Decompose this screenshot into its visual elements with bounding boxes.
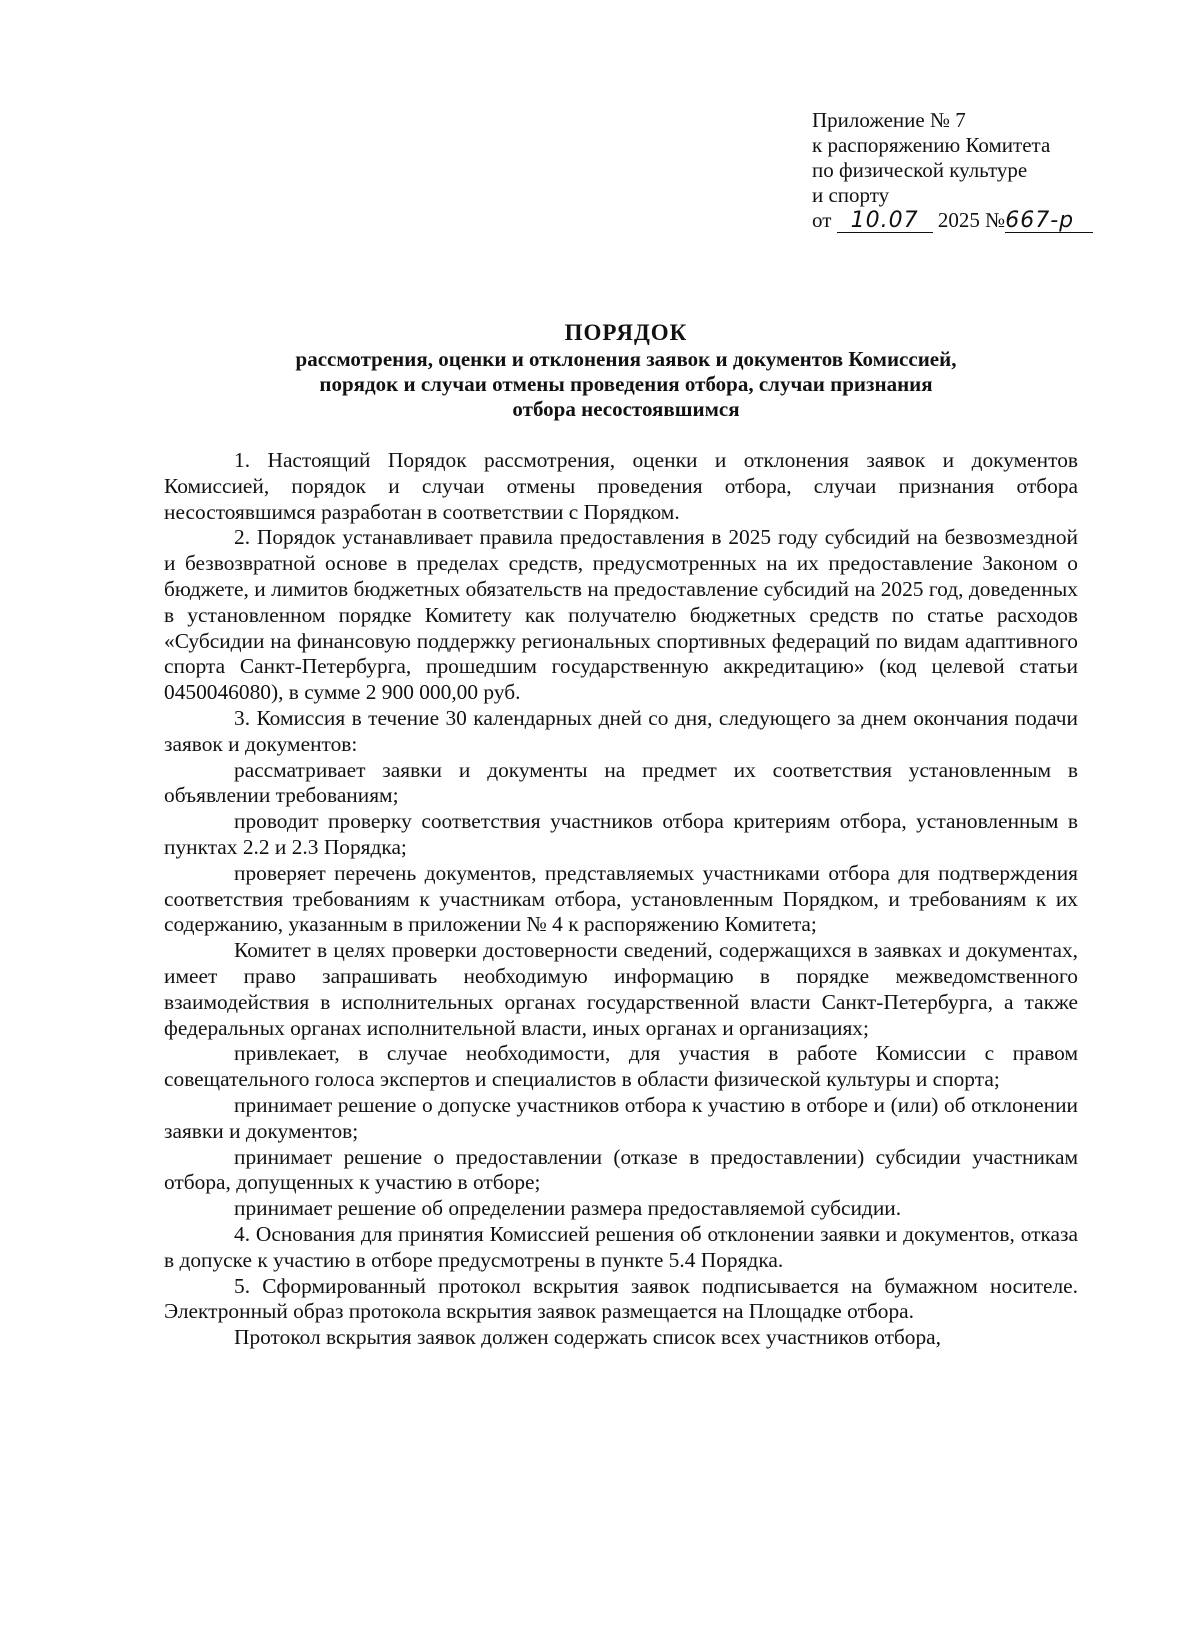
body-paragraph: 5. Сформированный протокол вскрытия заявок подписывается на бумажном носителе. Электронный образ протокола вскрытия заявок размещается на Площадке отбора. [164,1273,1078,1324]
annex-line-3: по физической культуре [812,158,1028,182]
body-paragraph: привлекает, в случае необходимости, для участия в работе Комиссии с правом совещательного голоса экспертов и специалистов в области физической культуры и спорта; [164,1041,1078,1092]
body-paragraph: 3. Комиссия в течение 30 календарных дней со дня, следующего за днем окончания подачи заявок и документов: [164,705,1078,756]
body-paragraph: рассматривает заявки и документы на предмет их соответствия установленным в объявлении требованиям; [164,757,1078,808]
annex-line-4: и спорту [812,183,890,207]
title-main: ПОРЯДОК [564,320,688,345]
annex-line-1: Приложение № 7 [812,108,966,132]
body-paragraph: принимает решение о предоставлении (отказе в предоставлении) субсидии участникам отбора, допущенных к участию в отборе; [164,1144,1078,1195]
body-paragraph: проверяет перечень документов, представляемых участниками отбора для подтверждения соответствия требованиям к участникам отбора, установленным Порядком, и требованиям к их содержанию, указанным в приложении № 4 к распоряжению Комитета; [164,860,1078,937]
title-subline-2: порядок и случаи отмены проведения отбора, случаи признания [319,372,933,396]
body-paragraph: принимает решение об определении размера предоставляемой субсидии. [234,1196,902,1221]
body-paragraph: Протокол вскрытия заявок должен содержать список всех участников отбора, [234,1325,942,1350]
title-subline-3: отбора несостоявшимся [512,397,740,421]
body-paragraph: 1. Настоящий Порядок рассмотрения, оценки и отклонения заявок и документов Комиссией, порядок и случаи отмены проведения отбора, случаи признания отбора несостоявшимся разработан в соответствии с Порядком. [164,448,1078,524]
body-paragraph: принимает решение о допуске участников отбора к участию в отборе и (или) об отклонении заявки и документов; [164,1092,1078,1143]
year-number-label: 2025 № [937,208,1006,232]
document-body [164,448,1078,1351]
document-title [160,320,1092,422]
body-paragraph: Комитет в целях проверки достоверности сведений, содержащихся в заявках и документах, имеет право запрашивать необходимую информацию в порядке межведомственного взаимодействия в исполнительных органах государственной власти Санкт-Петербурга, а также федеральных органах исполнительной власти, иных органах и организациях; [164,938,1078,1040]
annex-header [812,108,1172,233]
body-paragraph: 2. Порядок устанавливает правила предоставления в 2025 году субсидий на безвозмездной и безвозвратной основе в пределах средств, предусмотренных на их предоставление Законом о бюджете, и лимитов бюджетных обязательств на предоставление субсидий на 2025 год, доведенных в установленном порядке Комитету как получателю бюджетных средств по статье расходов «Субсидии на финансовую поддержку региональных спортивных федераций по видам адаптивного спорта Санкт-Петербурга, прошедшим государственную аккредитацию» (код целевой статьи 0450046080), в сумме 2 900 000,00 руб. [164,525,1078,705]
handwritten-number: 667-р [1005,209,1093,233]
handwritten-date: 10.07 [837,209,933,233]
annex-date-line [812,208,1172,233]
annex-line-2: к распоряжению Комитета [812,133,1051,157]
body-paragraph: проводит проверку соответствия участников отбора критериям отбора, установленным в пунктах 2.2 и 2.3 Порядка; [164,809,1078,859]
body-paragraph: 4. Основания для принятия Комиссией решения об отклонении заявки и документов, отказа в допуске к участию в отборе предусмотрены в пункте 5.4 Порядка. [164,1221,1078,1272]
title-subline-1: рассмотрения, оценки и отклонения заявок и документов Комиссией, [295,347,957,371]
date-prefix: от [812,208,832,232]
